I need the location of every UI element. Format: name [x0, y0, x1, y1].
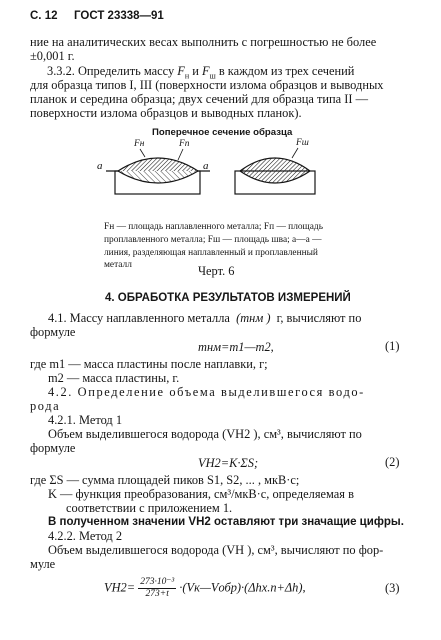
- label-fn: Fн: [134, 139, 145, 149]
- method-heading: 4.2.2. Метод 2: [48, 529, 123, 543]
- figure-caption: Черт. 6: [198, 264, 235, 278]
- formula-2: VH2=K·ΣS;: [198, 456, 259, 470]
- text-line: муле: [30, 557, 56, 571]
- text-line: где m1 — масса пластины после наплавки, г;: [30, 357, 268, 371]
- text-line: m2 — масса пластины, г.: [48, 371, 180, 385]
- text-line: 3.3.2. Определить массу $F_н$ и $F_ш$ в каждом из трех сечений: [47, 64, 355, 81]
- label-fp: Fп: [179, 139, 190, 149]
- text-line: соответствии с приложением 1.: [66, 501, 233, 515]
- text-line: Объем выделившегося водорода (VH ), см³, вычисляют по фор-: [48, 543, 384, 557]
- text-line: формуле: [30, 441, 76, 455]
- text-line: формуле: [30, 325, 76, 339]
- subsection-heading: 4.2. Определение объема выделившегося водо-: [48, 385, 365, 399]
- text-line: K — функция преобразования, см³/мкВ·с, определяемая в: [48, 487, 354, 501]
- fraction: $\frac{\text{273·10⁻³}}{273+t}$: [140, 577, 175, 599]
- figure-legend-line: металл: [104, 260, 132, 270]
- text-line: планок и середина образца; двух сечений для образца типа II —: [30, 92, 368, 106]
- text-line: ±0,001 г.: [30, 49, 75, 63]
- text-line: Объем выделившегося водорода (VH2 ), см³, вычисляют по: [48, 427, 362, 441]
- cross-section-figure: [70, 143, 370, 218]
- text-line: 4.1. Массу наплавленного металла (mнм ) г, вычисляют по: [48, 311, 362, 325]
- page-number: С. 12: [30, 10, 58, 22]
- formula-1: mнм=m1—m2,: [198, 340, 274, 354]
- figure-title: Поперечное сечение образца: [152, 127, 293, 138]
- formula-number: (1): [385, 339, 400, 353]
- text-line: поверхности излома образцов и выводных планок).: [30, 106, 302, 120]
- figure-legend-line: Fн — площадь наплавленного металла; Fп — площадь: [104, 222, 323, 232]
- method-heading: 4.2.1. Метод 1: [48, 413, 123, 427]
- text-line: где ΣS — сумма площадей пиков S1, S2, ... , мкВ·с;: [30, 473, 300, 487]
- figure-legend-line: линия, разделяющая наплавленный и проплавленный: [104, 248, 318, 258]
- text-line: рода: [30, 399, 61, 413]
- formula-number: (3): [385, 581, 400, 595]
- standard-code: ГОСТ 23338—91: [74, 10, 164, 22]
- label-a-left: а: [97, 160, 103, 172]
- formula-3: VH2= $\frac{\text{273·10⁻³}}{273+t}$ ·(Vк—Vобр)·(Δhх.п+Δh),: [104, 577, 306, 599]
- text-line: В полученном значении VH2 оставляют три значащие цифры.: [48, 516, 404, 528]
- label-a-right: а: [203, 160, 209, 172]
- section-heading: 4. ОБРАБОТКА РЕЗУЛЬТАТОВ ИЗМЕРЕНИЙ: [105, 292, 351, 304]
- formula-number: (2): [385, 455, 400, 469]
- text-line: для образца типов I, III (поверхности излома образцов и выводных: [30, 78, 384, 92]
- label-fsh: Fш: [296, 138, 309, 148]
- figure-legend-line: проплавленного металла; Fш — площадь шва; а—а —: [104, 235, 322, 245]
- text-line: ние на аналитических весах выполнить с погрешностью не более: [30, 35, 377, 49]
